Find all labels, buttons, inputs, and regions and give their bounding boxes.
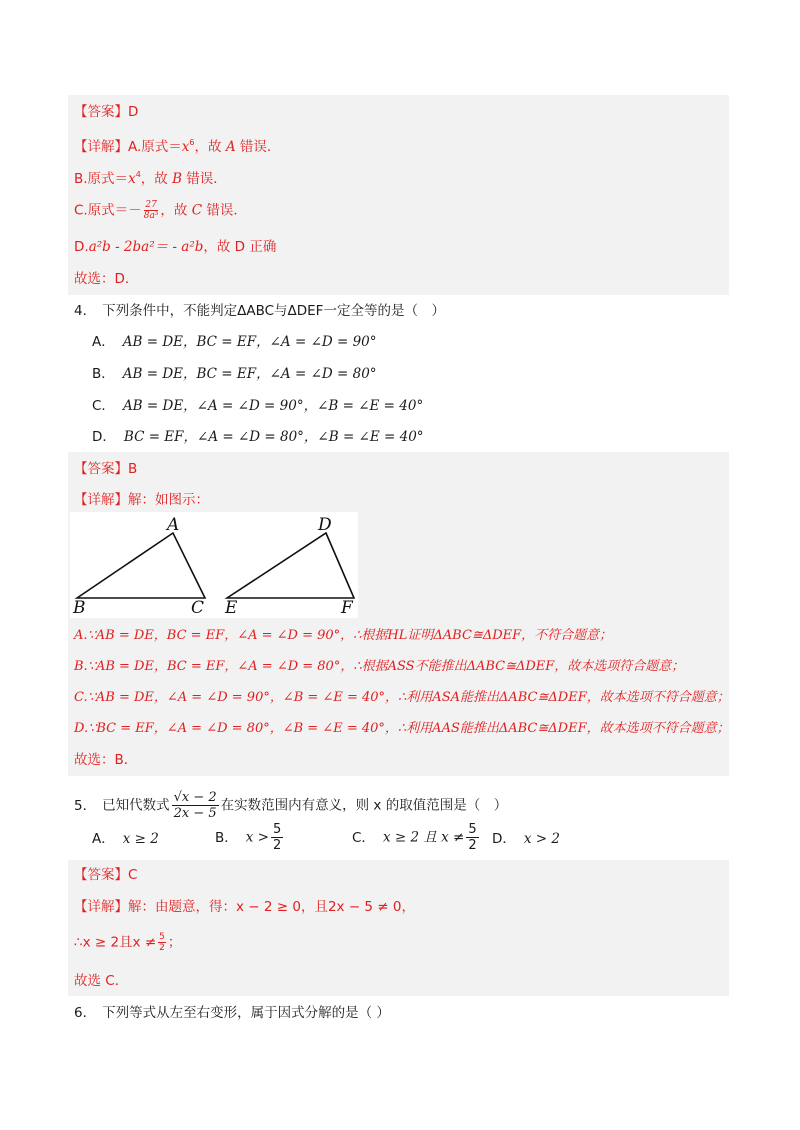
- option-text: AB = DE，∠A = ∠D = 90°，∠B = ∠E = 40°: [122, 398, 424, 414]
- text: 在实数范围内有意义，则 x 的取值范围是（ ）: [220, 797, 508, 814]
- triangles-figure: [70, 512, 358, 618]
- q6-stem: [74, 1004, 390, 1022]
- answer-value: B: [128, 461, 138, 477]
- question-number: 6．: [74, 1005, 97, 1021]
- q3-detail-d: [74, 238, 276, 256]
- answer-tag: 【答案】: [74, 461, 128, 477]
- option-text: AB = DE，BC = EF，∠A = ∠D = 90°: [122, 334, 377, 350]
- q4-reason-a: A.∵AB = DE，BC = EF，∠A = ∠D = 90°，∴根据HL证明ΔABC≅ΔDEF，不符合题意；: [74, 628, 613, 643]
- answer-tag: 【答案】: [74, 867, 128, 883]
- option-text: x ≥ 2: [122, 831, 159, 847]
- q4-option-d: [92, 428, 424, 446]
- text: 错误．: [202, 202, 247, 219]
- q3-answer-line: [74, 103, 138, 121]
- vertex-label-e: E: [225, 598, 238, 618]
- option-label: C．: [92, 398, 115, 414]
- text: D.: [74, 239, 89, 255]
- q4-stem: [74, 302, 445, 320]
- denominator: 2x − 5: [173, 806, 217, 821]
- text: ，故 D 正确: [203, 239, 277, 255]
- q4-option-a: [92, 333, 377, 351]
- figure-background: [70, 512, 358, 618]
- q4-reason-b: B.∵AB = DE，BC = EF，∠A = ∠D = 80°，∴根据ASS不能推出ΔABC≅ΔDEF，故本选项符合题意；: [74, 659, 685, 674]
- q5-option-a: [92, 830, 159, 848]
- math-var: C: [191, 202, 203, 219]
- q4-detail-intro: [74, 491, 209, 509]
- question-number: 5．: [74, 797, 97, 814]
- option-label: B．: [92, 366, 115, 382]
- text: 解：如图示：: [128, 492, 209, 508]
- option-label: A．: [92, 334, 115, 350]
- q4-reason-c: C.∵AB = DE，∠A = ∠D = 90°，∠B = ∠E = 40°，∴利用ASA能推出ΔABC≅ΔDEF，故本选项不符合题意；: [74, 690, 730, 705]
- answer-tag: 【答案】: [74, 104, 128, 120]
- numerator: 5: [468, 822, 477, 837]
- text: 错误．: [182, 171, 227, 187]
- option-text: x > 2: [523, 831, 561, 847]
- detail-tag: 【详解】: [74, 899, 128, 915]
- q4-conclusion: 故选：B．: [74, 752, 138, 768]
- text: 已知代数式: [102, 797, 170, 814]
- vertex-label-d: D: [318, 515, 332, 535]
- fraction: [144, 200, 159, 221]
- text: ；: [167, 934, 182, 951]
- option-label: D．: [492, 831, 516, 847]
- q5-fraction: [172, 790, 219, 821]
- option-text: x >: [245, 829, 269, 846]
- vertex-label-b: B: [73, 598, 86, 618]
- q4-option-b: [92, 365, 377, 383]
- denominator: 2: [468, 838, 477, 853]
- q3-detail-a: [74, 134, 280, 156]
- answer-value: D: [128, 104, 139, 120]
- numerator: 5: [272, 822, 282, 837]
- q5-option-d: [492, 830, 560, 848]
- vertex-label-a: A: [167, 515, 180, 535]
- fraction: [158, 932, 166, 953]
- option-label: A．: [92, 831, 115, 847]
- q3-answer-box: [68, 95, 729, 295]
- q5-answer-box: [68, 860, 729, 996]
- q5-conclusion: 故选 C．: [74, 973, 129, 989]
- q5-detail: [74, 898, 415, 916]
- exponent: 6: [189, 138, 195, 147]
- text: 错误．: [235, 139, 281, 155]
- vertex-label-c: C: [191, 598, 205, 618]
- text: ，故: [140, 171, 173, 187]
- q4-answer-line: [74, 460, 137, 478]
- q5-result: [74, 932, 181, 953]
- q4-reason-d: D.∵BC = EF，∠A = ∠D = 80°，∠B = ∠E = 40°，∴利用AAS能推出ΔABC≅ΔDEF，故本选项不符合题意；: [74, 721, 730, 736]
- q5-answer-line: [74, 866, 137, 884]
- text: C.原式＝－: [74, 202, 142, 219]
- denominator: 8a³: [143, 211, 159, 221]
- text: A.原式＝: [128, 139, 182, 155]
- q5-option-c: [352, 822, 481, 853]
- text: B.原式＝: [74, 171, 129, 187]
- option-text: BC = EF，∠A = ∠D = 80°，∠B = ∠E = 40°: [123, 429, 424, 445]
- math-var: B: [172, 171, 182, 187]
- q3-conclusion: 故选：D．: [74, 271, 139, 287]
- fraction: [271, 822, 283, 853]
- text: ，故: [194, 139, 226, 155]
- vertex-label-f: F: [341, 598, 353, 618]
- math-var: x: [181, 139, 190, 155]
- q5-option-b: [215, 822, 285, 853]
- math-expr: a²b - 2ba²＝ - a²b: [88, 239, 204, 255]
- q3-detail-c: [74, 200, 247, 221]
- answer-value: C: [128, 867, 138, 883]
- option-label: B．: [215, 829, 238, 846]
- denominator: 2: [272, 838, 282, 853]
- numerator: √x − 2: [173, 790, 217, 805]
- math-var: x: [128, 171, 136, 187]
- text: ∴x ≥ 2且x ≠: [74, 934, 157, 951]
- text: ，故: [160, 202, 192, 219]
- detail-tag: 【详解】: [74, 139, 128, 155]
- option-label: D．: [92, 429, 116, 445]
- fraction: [466, 822, 478, 853]
- question-text: 下列等式从左至右变形，属于因式分解的是（ ）: [102, 1005, 390, 1021]
- q3-detail-b: [74, 166, 227, 188]
- option-label: C．: [352, 829, 375, 846]
- q4-option-c: [92, 397, 423, 415]
- q5-stem: [74, 790, 507, 821]
- denominator: 2: [159, 943, 165, 953]
- question-number: 4．: [74, 303, 97, 319]
- detail-tag: 【详解】: [74, 492, 128, 508]
- question-text: 下列条件中，不能判定ΔABC与ΔDEF一定全等的是（ ）: [102, 303, 445, 319]
- numerator: 5: [159, 932, 165, 942]
- option-text: AB = DE，BC = EF，∠A = ∠D = 80°: [122, 366, 377, 382]
- text: 解：由题意，得：x − 2 ≥ 0，且2x − 5 ≠ 0，: [128, 899, 415, 915]
- option-text: x ≥ 2 且 x ≠: [382, 829, 465, 846]
- exponent: 4: [135, 170, 141, 179]
- math-var: A: [225, 139, 236, 155]
- numerator: 27: [145, 200, 157, 210]
